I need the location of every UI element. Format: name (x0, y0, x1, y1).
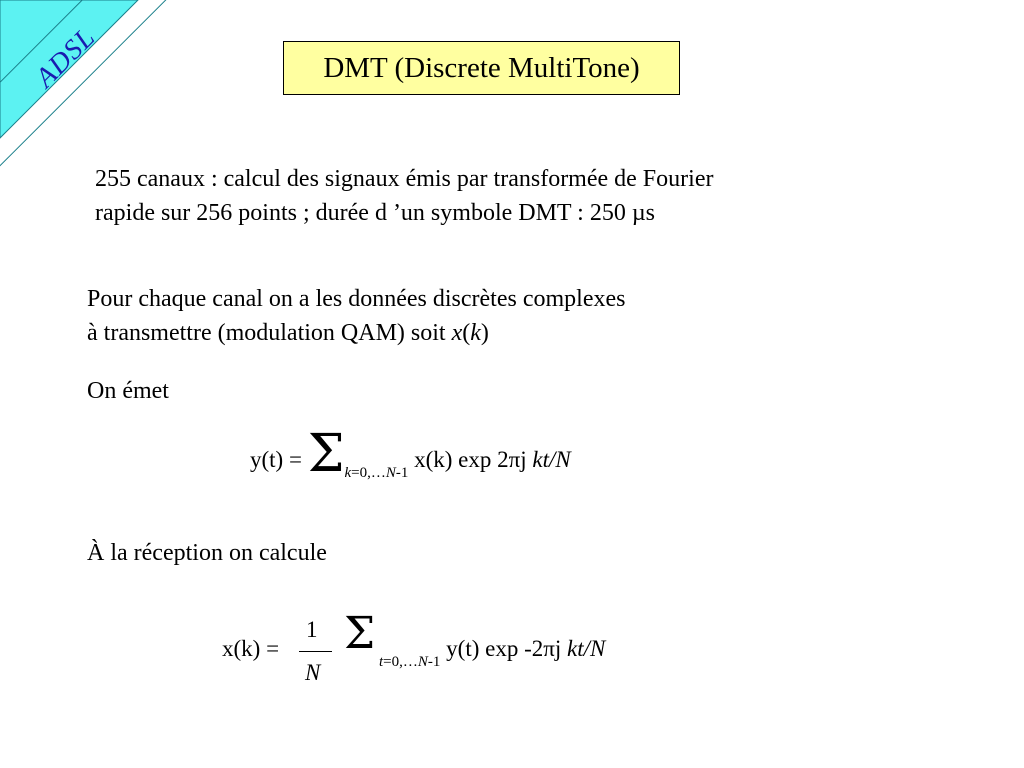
paragraph-qam-line2-text: à transmettre (modulation QAM) soit (87, 320, 446, 346)
eq1-sub-end: -1 (395, 465, 409, 481)
paragraph-fft-line2: rapide sur 256 points ; durée d ’un symbole DMT : 250 µs (95, 200, 655, 226)
eq1-sub-k: k (344, 465, 352, 481)
banner-label: ADSL (29, 21, 102, 94)
paragraph-fft-line1: 255 canaux : calcul des signaux émis par transformée de Fourier (95, 166, 714, 192)
eq1-sub-N: N (385, 465, 396, 481)
paragraph-qam (87, 282, 625, 350)
eq1-sub-range: =0,… (351, 465, 386, 481)
eq1-term: x(k) exp 2πj (414, 447, 527, 472)
eq1-subscript (344, 465, 408, 481)
eq2-subscript (379, 654, 440, 670)
eq1-exp-var: kt/N (532, 447, 571, 472)
slide-title (283, 41, 680, 95)
equation-emission (250, 424, 571, 484)
eq2-sigma: Σ (344, 608, 376, 659)
eq1-lhs: y(t) = (250, 447, 302, 472)
eq2-term: y(t) exp -2πj (446, 636, 562, 661)
paragraph-emit: On émet (87, 378, 169, 404)
var-k: k (470, 320, 481, 346)
var-x: x (451, 320, 463, 346)
eq2-frac-line (299, 651, 332, 652)
eq2-rest (379, 636, 605, 671)
paragraph-fft (95, 162, 713, 230)
equation-reception-lhs: x(k) = (222, 636, 280, 661)
eq2-sub-end: -1 (427, 654, 441, 670)
slide-title-text: DMT (Discrete MultiTone) (323, 51, 640, 84)
eq2-exp-var: kt/N (567, 636, 606, 661)
eq2-frac-num: 1 (306, 617, 318, 642)
eq2-frac-den: N (305, 660, 321, 685)
eq1-sigma: Σ (307, 424, 345, 484)
eq2-sub-range: =0,… (383, 654, 418, 670)
paragraph-qam-line1: Pour chaque canal on a les données discrètes complexes (87, 286, 626, 312)
eq2-sub-t: t (379, 654, 384, 670)
eq2-sub-N: N (417, 654, 428, 670)
paragraph-reception: À la réception on calcule (87, 540, 327, 566)
paragraph-qam-line2: à transmettre (modulation QAM) soit x(k) (87, 320, 489, 346)
